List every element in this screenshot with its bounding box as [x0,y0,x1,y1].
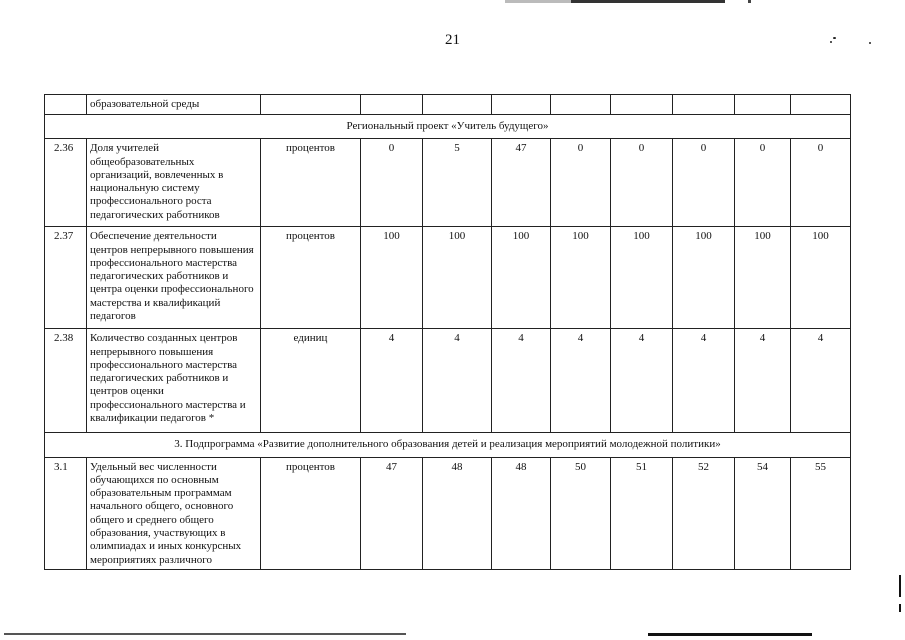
value-cell [361,95,423,115]
section-title-regional-project: Региональный проект «Учитель будущего» [45,115,851,139]
scan-artifact-right-mark [899,604,901,612]
value-cell [791,95,851,115]
value-cell: 0 [735,139,791,227]
value-cell [673,95,735,115]
value-cell: 4 [791,329,851,433]
row-number: 2.37 [45,227,87,329]
value-cell [551,95,611,115]
value-cell: 100 [735,227,791,329]
value-cell: 55 [791,457,851,569]
value-cell: 4 [423,329,492,433]
value-cell: 54 [735,457,791,569]
value-cell: 47 [492,139,551,227]
table-row [45,227,851,329]
scan-speck [869,42,871,44]
value-cell: 4 [673,329,735,433]
value-cell: 4 [735,329,791,433]
value-cell: 100 [551,227,611,329]
value-cell: 47 [361,457,423,569]
value-cell: 51 [611,457,673,569]
unit-cell: единиц [261,329,361,433]
row-number: 3.1 [45,457,87,569]
unit-cell [261,95,361,115]
row-number: 2.36 [45,139,87,227]
value-cell: 100 [492,227,551,329]
value-cell: 100 [791,227,851,329]
unit-cell: процентов [261,139,361,227]
value-cell: 5 [423,139,492,227]
value-cell: 48 [423,457,492,569]
value-cell: 48 [492,457,551,569]
table-row [45,329,851,433]
value-cell [492,95,551,115]
row-number: 2.38 [45,329,87,433]
value-cell: 0 [551,139,611,227]
section-header-row [45,433,851,457]
value-cell [423,95,492,115]
value-cell: 100 [673,227,735,329]
value-cell: 4 [551,329,611,433]
value-cell: 52 [673,457,735,569]
scan-speck [833,37,836,39]
scan-artifact-bottom-line [648,633,812,636]
table-row [45,139,851,227]
value-cell: 0 [361,139,423,227]
scan-artifact-bottom-line [4,633,406,635]
table-row-continuation [45,95,851,115]
scan-artifact-top-dot [748,0,751,3]
indicator-name: Удельный вес численности обучающихся по основным образовательным программам начального общего, основного общего и среднего общего образования, участвующих в олимпиадах и иных конкурсных мероприятиях различного [87,457,261,569]
indicator-name: образовательной среды [87,95,261,115]
page-number: 21 [445,32,460,48]
value-cell: 50 [551,457,611,569]
indicator-name: Обеспечение деятельности центров непрерывного повышения профессионального мастерства педагогических работников и центра оценки профессионального мастерства и квалификаций педагогов [87,227,261,329]
indicator-name: Доля учителей общеобразовательных организаций, вовлеченных в национальную систему профессионального роста педагогических работников [87,139,261,227]
value-cell: 4 [492,329,551,433]
value-cell: 100 [361,227,423,329]
value-cell: 4 [361,329,423,433]
row-number [45,95,87,115]
indicators-table [44,94,851,570]
scan-artifact-right-mark [899,575,901,597]
value-cell: 0 [791,139,851,227]
section-title-subprogram: 3. Подпрограмма «Развитие дополнительного образования детей и реализация мероприятий молодежной политики» [45,433,851,457]
unit-cell: процентов [261,457,361,569]
value-cell: 100 [611,227,673,329]
value-cell [735,95,791,115]
value-cell: 0 [673,139,735,227]
section-header-row [45,115,851,139]
indicator-name: Количество созданных центров непрерывного повышения профессионального мастерства педагогических работников и центров оценки профессионального мастерства и квалификации педагогов * [87,329,261,433]
value-cell [611,95,673,115]
table-row [45,457,851,569]
value-cell: 4 [611,329,673,433]
scan-speck [830,41,832,43]
value-cell: 100 [423,227,492,329]
scan-artifact-top-line [505,0,725,3]
unit-cell: процентов [261,227,361,329]
value-cell: 0 [611,139,673,227]
